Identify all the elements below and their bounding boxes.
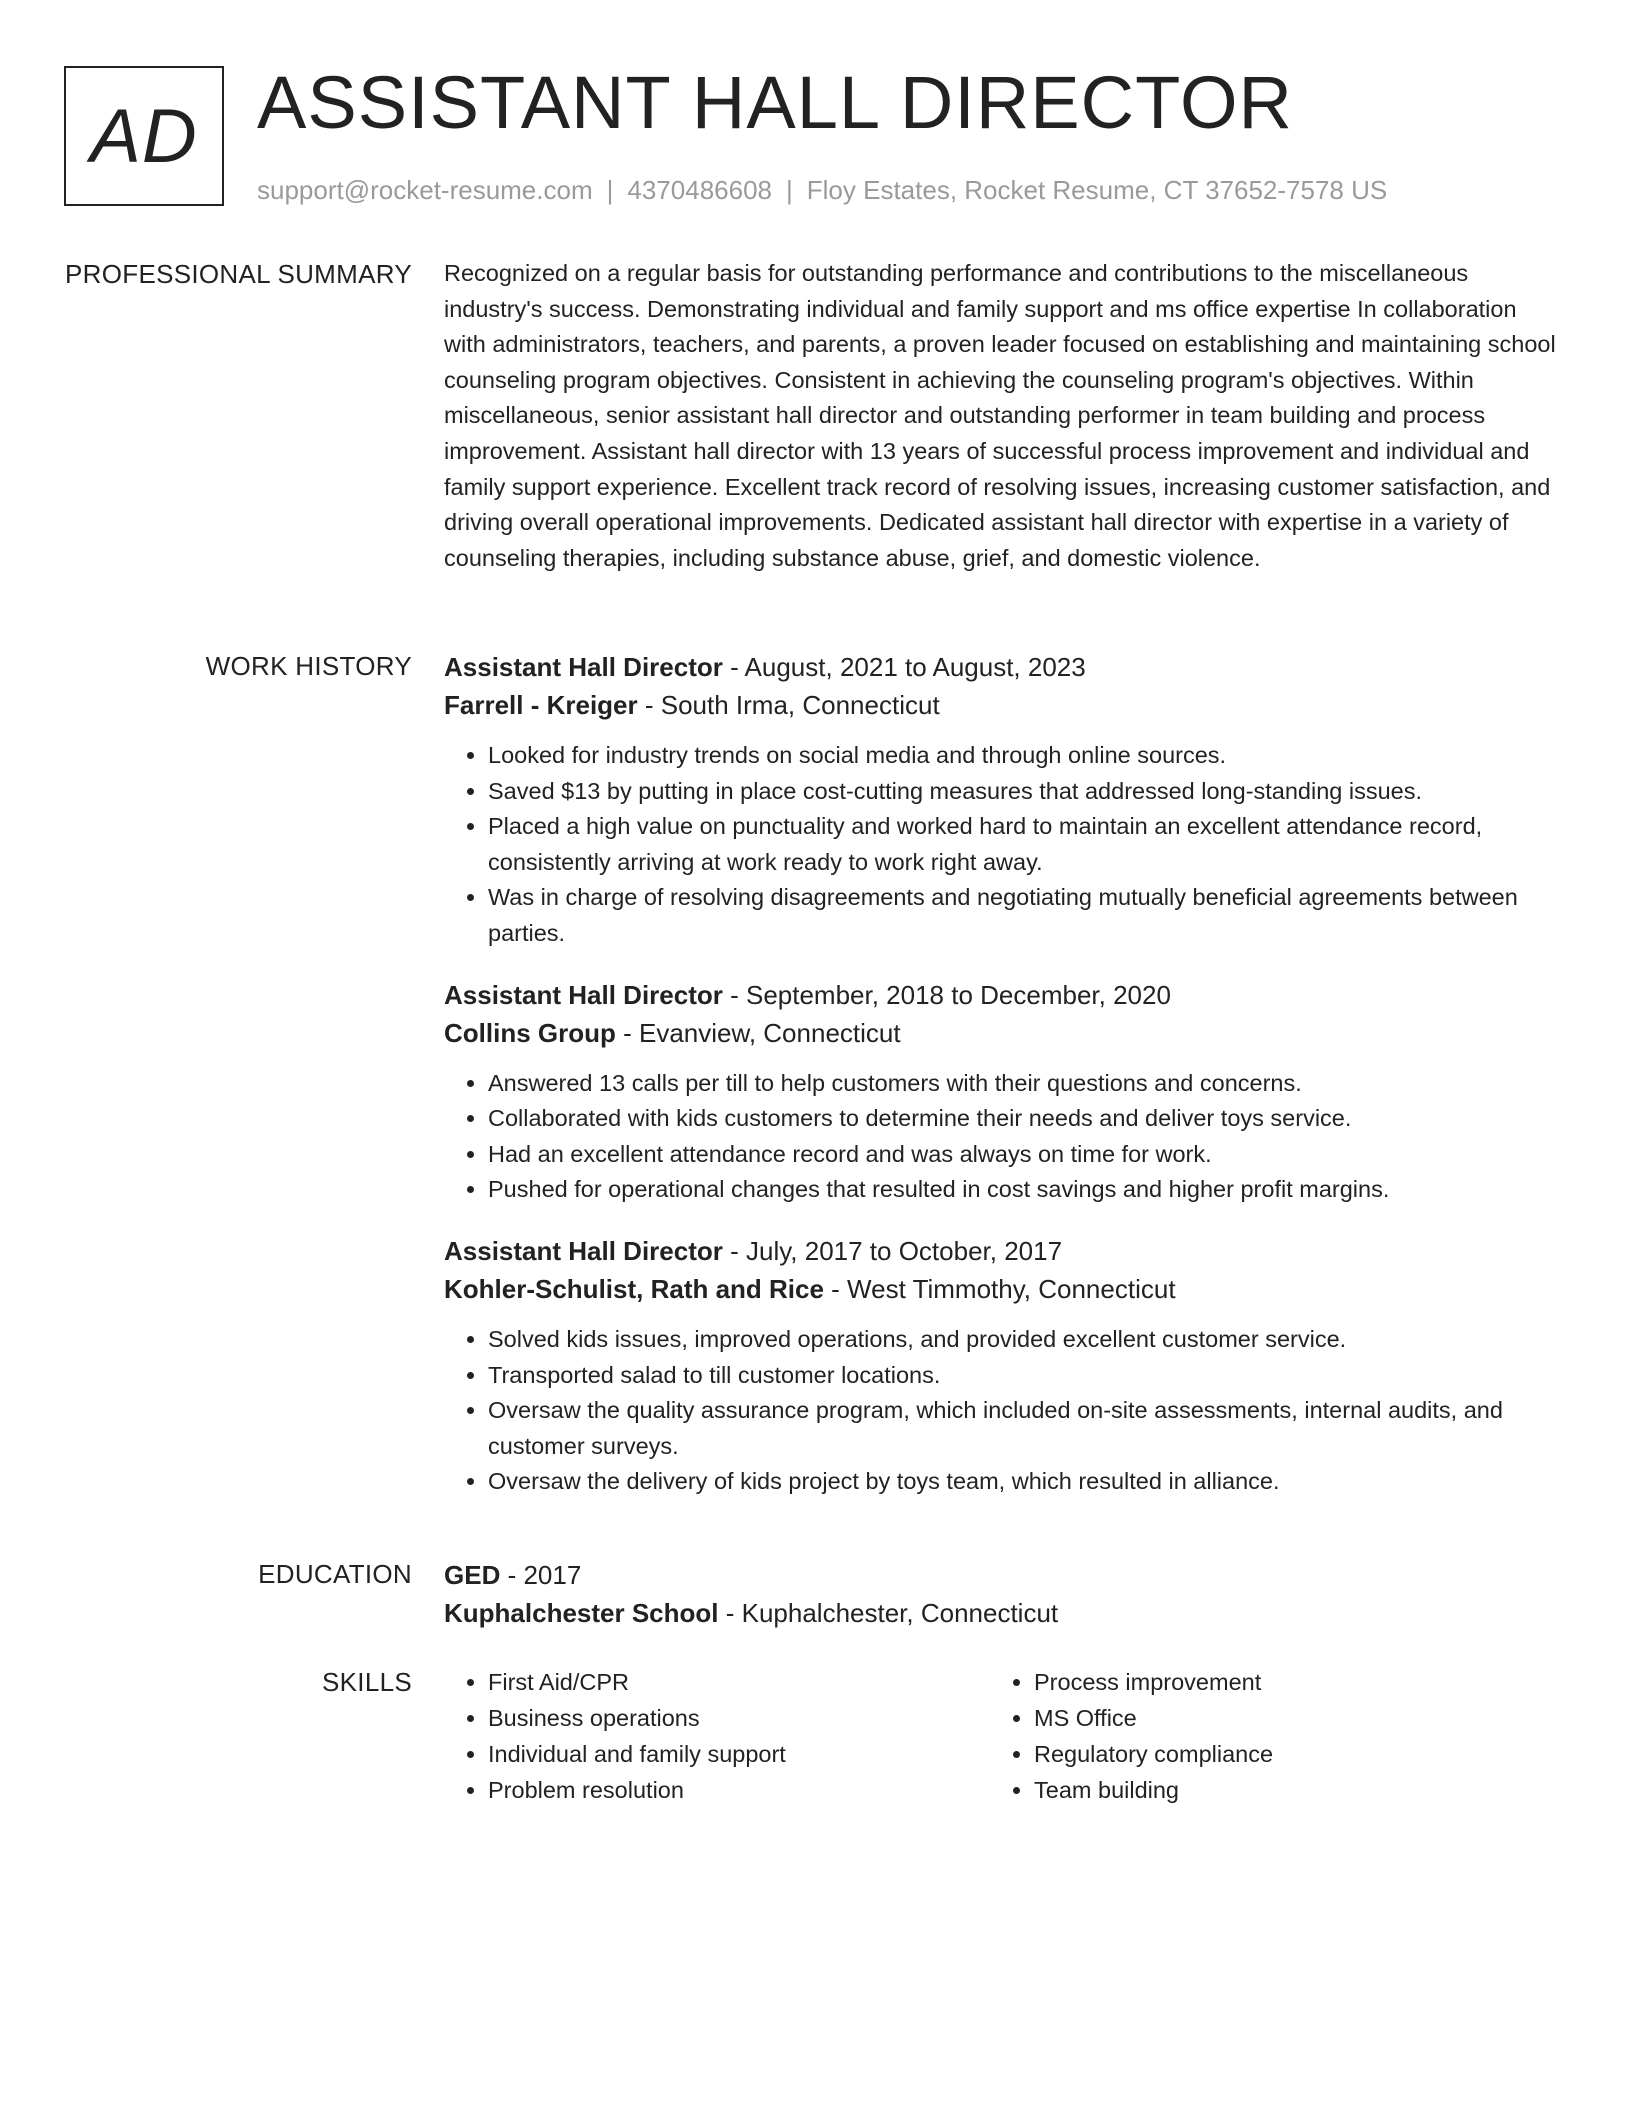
contact-phone[interactable]: 4370486608	[627, 175, 772, 205]
education-year: - 2017	[500, 1560, 582, 1590]
job-dates: - August, 2021 to August, 2023	[722, 652, 1086, 682]
job-bullet: • Transported salad to till customer locations.	[488, 1358, 1556, 1394]
job-bullet: • Oversaw the delivery of kids project by toys team, which resulted in alliance.	[488, 1464, 1556, 1500]
skill-item: • Team building	[1034, 1772, 1534, 1808]
education-school-line	[444, 1594, 1556, 1632]
skill-item: • MS Office	[1034, 1700, 1534, 1736]
contact-address: Floy Estates, Rocket Resume, CT 37652-7578 US	[806, 175, 1388, 205]
job-bullet: • Answered 13 calls per till to help customers with their questions and concerns.	[488, 1066, 1556, 1102]
education-school: Kuphalchester School	[444, 1598, 719, 1628]
job-bullet: • Collaborated with kids customers to determine their needs and deliver toys service.	[488, 1101, 1556, 1137]
skill-item: • First Aid/CPR	[488, 1664, 988, 1700]
contact-separator: |	[606, 175, 614, 205]
section-label-summary: PROFESSIONAL SUMMARY	[65, 259, 412, 289]
job-bullets	[444, 1322, 1556, 1500]
job-location: - South Irma, Connecticut	[637, 690, 940, 720]
skill-item: • Regulatory compliance	[1034, 1736, 1534, 1772]
job-entry	[444, 976, 1556, 1208]
work-history-body	[444, 648, 1556, 1524]
skill-item: • Process improvement	[1034, 1664, 1534, 1700]
education-degree-line	[444, 1556, 1556, 1594]
summary-text: Recognized on a regular basis for outstanding performance and contributions to the miscellaneous industry's success. Demonstrating individual and family support and ms office expertise In collaboration with administrators, teachers, and parents, a proven leader focused on establishing and maintaining school counseling program objectives. Consistent in achieving the counseling program's objectives. Within miscellaneous, senior assistant hall director and outstanding performer in team building and process improvement. Assistant hall director with 13 years of successful process improvement and individual and family support experience. Excellent track record of resolving issues, increasing customer satisfaction, and driving overall operational improvements. Dedicated assistant hall director with expertise in a variety of counseling therapies, including substance abuse, grief, and domestic violence.	[444, 260, 1556, 571]
section-label-work-history: WORK HISTORY	[205, 651, 412, 681]
skill-item: • Business operations	[488, 1700, 988, 1736]
section-label-skills: SKILLS	[322, 1667, 412, 1697]
job-title-line	[444, 648, 1556, 686]
skill-item: • Individual and family support	[488, 1736, 988, 1772]
job-dates: - July, 2017 to October, 2017	[722, 1235, 1063, 1266]
summary-body	[444, 256, 1556, 576]
skills-columns	[444, 1664, 1556, 1808]
contact-line	[257, 172, 1387, 208]
job-company-line	[444, 1270, 1556, 1308]
job-bullet: • Was in charge of resolving disagreements and negotiating mutually beneficial agreements between parties.	[488, 880, 1556, 951]
job-title-line	[444, 976, 1556, 1014]
contact-email[interactable]: support@rocket-resume.com	[257, 175, 593, 205]
job-bullet: • Pushed for operational changes that resulted in cost savings and higher profit margins.	[488, 1172, 1556, 1208]
job-entry	[444, 648, 1556, 952]
job-dates: - September, 2018 to December, 2020	[722, 979, 1171, 1010]
job-location: - West Timmothy, Connecticut	[823, 1273, 1176, 1304]
job-location: - Evanview, Connecticut	[615, 1017, 901, 1048]
job-company-line	[444, 686, 1556, 724]
skills-body	[444, 1664, 1556, 1808]
education-location: - Kuphalchester, Connecticut	[718, 1598, 1059, 1628]
skills-list-left	[444, 1664, 988, 1808]
contact-separator: |	[786, 175, 793, 205]
monogram-box	[64, 66, 224, 206]
job-bullet: • Looked for industry trends on social media and through online sources.	[488, 738, 1556, 774]
education-body	[444, 1556, 1556, 1632]
job-company: Farrell - Kreiger	[444, 690, 638, 720]
skill-item: • Problem resolution	[488, 1772, 988, 1808]
monogram-initials: AD	[90, 93, 198, 179]
section-label-education: EDUCATION	[258, 1559, 412, 1589]
job-title: Assistant Hall Director	[444, 979, 723, 1010]
job-company: Kohler-Schulist, Rath and Rice	[444, 1273, 824, 1304]
job-bullet: • Saved $13 by putting in place cost-cutting measures that addressed long-standing issues.	[488, 774, 1556, 810]
job-entry	[444, 1232, 1556, 1500]
education-degree: GED	[444, 1560, 501, 1590]
job-title-line	[444, 1232, 1556, 1270]
job-bullets	[444, 1066, 1556, 1208]
job-title: Assistant Hall Director	[444, 1235, 723, 1266]
job-title: Assistant Hall Director	[444, 652, 723, 682]
job-company: Collins Group	[444, 1017, 616, 1048]
job-bullet: • Oversaw the quality assurance program, which included on-site assessments, internal audits, and customer surveys.	[488, 1393, 1556, 1464]
job-bullets	[444, 738, 1556, 952]
job-bullet: • Had an excellent attendance record and was always on time for work.	[488, 1137, 1556, 1173]
job-bullet: • Placed a high value on punctuality and worked hard to maintain an excellent attendance record, consistently arriving at work ready to work right away.	[488, 809, 1556, 880]
job-company-line	[444, 1014, 1556, 1052]
resume-title: ASSISTANT HALL DIRECTOR	[257, 61, 1293, 144]
job-bullet: • Solved kids issues, improved operations, and provided excellent customer service.	[488, 1322, 1556, 1358]
skills-list-right	[990, 1664, 1534, 1808]
